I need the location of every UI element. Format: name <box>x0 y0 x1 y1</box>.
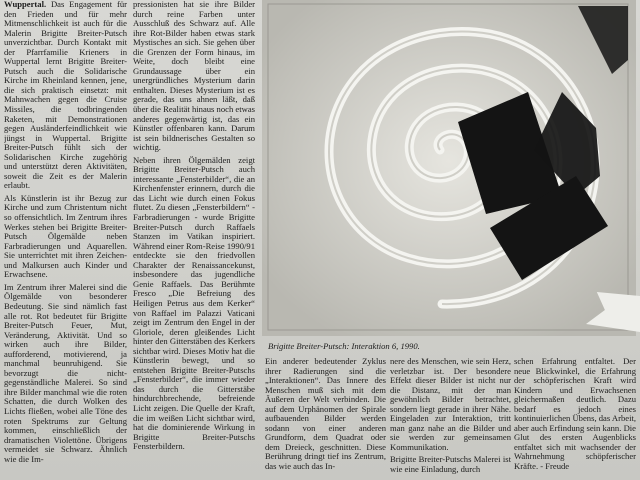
paragraph: Im Zentrum ihrer Malerei sind die Ölgemälde von besonderer Bedeutung. Sie sind nämlich fast alle rot. Rot bedeutet für Brigitte Breiter-Putsch Feuer, Mut, Veränderung, Aktivität. Und so wirken auch ihre Bilder, aufforderend, motivierend, ja manchmal beunruhigend. Sie bevorzugt die nicht-gegenständliche Malerei. So sind ihre Bilder manchmal wie die roten Schatten, die durch Wolken des Lichts fließen, wobei alle Töne des roten Spektrums zur Geltung kommen, einschließlich der dramatischen Violettöne. Übrigens vermeidet sie Schwarz. Ähnlich wie die Im- <box>4 281 127 464</box>
spiral-etching-image <box>262 0 636 336</box>
paragraph: Als Künstlerin ist ihr Bezug zur Kirche und zum Christentum nicht so offensichtlich. Im Zentrum ihres Werkes stehen bei Brigitte Breiter-Putsch Ölgemälde neben Farbradierungen und Aquarellen. Sie unterrichtet mit ihren Zeichen- und Malkursen auch Kinder und Erwachsene. <box>4 192 127 280</box>
paragraph: Brigitte Breiter-Putschs Malerei ist wie eine Einladung, durch <box>390 454 511 475</box>
article-column-4 <box>390 357 511 480</box>
paragraph: nere des Menschen, wie sein Herz, verletzbar ist. Der besondere Effekt dieser Bilder ist nicht nur die Distanz, mit der man gewöhnlich Bilder betrachtet, sondern liegt gerade in ihrer Nähe. Eingeladen zur Interaktion, tritt man ganz nahe an die Bilder und sie werden zur gemeinsamen Kommunikation. <box>390 357 511 452</box>
article-column-5 <box>514 357 636 480</box>
image-caption: Brigitte Breiter-Putsch: Interaktion 6, 1990. <box>268 341 420 351</box>
paragraph: Ein anderer bedeutender Zyklus ihrer Radierungen sind die „Interaktionen“. Das Innere des Menschen muß sich mit dem Äußeren der Welt verbinden. Die auf dem Urphänomen der Spirale aufbauenden Bilder werden sodann von einer anderen Grundform, dem Quadrat oder dem Dreieck, geschnitten. Diese Berührung dringt tief ins Zentrum, das wie auch das In- <box>265 357 386 472</box>
article-column-3 <box>265 357 386 480</box>
paragraph: schen Erfahrung entfaltet. Der neue Blickwinkel, die Erfahrung der schöpferischen Kraft wird Kindern und Erwachsenen gleichermaßen deutlich. Dazu bedarf es jedoch eines kontinuierlichen Übens, das Arbeit, aber auch Erfindung sein kann. Die Glut des ersten Augenblicks entfaltet sich mit wachsender der Wahrnehmung schöpferischer Kräfte. - Freude <box>514 357 636 472</box>
paragraph: pressionisten hat sie ihre Bilder durch reine Farben unter Ausschluß des Schwarz auf. Alle ihre Rot-Bilder haben etwas stark Mystisches an sich. Sie gehen über die Grenzen der Form hinaus, im Weite, doch bleibt eine Grundaussage über ein unergründliches Mysterium darin enthalten. Dieses Mysterium ist es gerade, das uns ahnen läßt, daß über die Realität hinaus noch etwas anderes gegenwärtig ist, das ein Künstler offenbaren kann. Darum ist sein bildnerisches Gestalten so wichtig. <box>133 0 255 153</box>
dateline: Wuppertal. <box>4 0 47 9</box>
article-column-1 <box>4 0 127 480</box>
paragraph: Wuppertal. Das Engagement für den Frieden und für mehr Mitmenschlichkeit ist auch für die Malerin Brigitte Breiter-Putsch unverzichtbar. Durch Kontakt mit der Pfarrfamilie Krieners in Wuppertal lernt Brigitte Breiter-Putsch auch die Solidarische Kirche im Rheinland kennen, jene, die sich praktisch einsetzt: mit Mahnwachen gegen die Cruise Missiles, die todbringenden Raketen, mit Demonstrationen gegen Ausländerfeindlichkeit wie jüngst in Wuppertal. Brigitte Breiter-Putsch fühlt sich der Solidarischen Kirche zugehörig und unterstützt deren Aktivitäten, soweit die Zeit es der Malerin erlaubt. <box>4 0 127 191</box>
article-column-2 <box>133 0 255 480</box>
artwork-image <box>262 0 636 336</box>
paragraph: Neben ihren Ölgemälden zeigt Brigitte Breiter-Putsch auch interessante „Fensterbilder“, die an Kirchenfenster erinnern, durch die das Licht wie durch einen Fokus flutet. Zu diesen „Fensterbildern“ - Farbradierungen - wurde Brigitte Breiter-Putsch durch Raffaels Stanzen im Vatikan inspiriert. Während einer Rom-Reise 1990/91 entdeckte sie den friedvollen Charakter der Renaissancekunst, insbesondere das jugendliche Genie Raffaels. Das Berühmte Fresco „Die Befreiung des Heiligen Petrus aus dem Kerker“ von Raffael im Palazzi Vaticani zeigt im Zentrum den Engel in der Gloriole, deren gleißendes Licht hinter den Gitterstäben des Kerkers sichtbar wird. Dieses Motiv hat die Künstlerin bewegt, und so entstehen Brigitte Breiter-Putschs „Fensterbilder“, die immer wieder das durch die Gitterstäbe hindurchbrechende, befreiende Licht zeigen. Die Quelle der Kraft, die im weißen Licht sichtbar wird, hat die dominierende Wirkung in Brigitte Breiter-Putschs Fensterbildern. <box>133 154 255 452</box>
